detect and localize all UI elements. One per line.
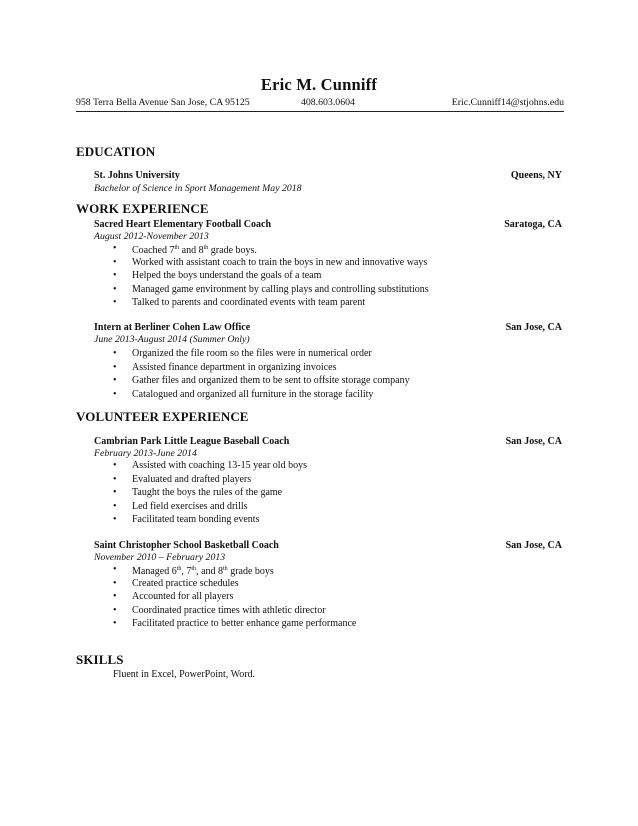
email: Eric.Cunniff14@stjohns.edu <box>451 97 564 108</box>
bullet-item: • Created practice schedules <box>113 577 356 591</box>
bullet-item: • Accounted for all players <box>113 590 356 604</box>
bullet-item: • Gather files and organized them to be sent to offsite storage company <box>113 374 410 388</box>
bullet-item: • Facilitated practice to better enhance game performance <box>113 617 356 631</box>
bullet-item: • Coordinated practice times with athletic director <box>113 604 356 618</box>
job-bullets <box>113 563 356 631</box>
job-dates: August 2012-November 2013 <box>94 231 209 242</box>
degree: Bachelor of Science in Sport Management May 2018 <box>94 183 302 194</box>
job-title: Sacred Heart Elementary Football Coach <box>94 219 272 230</box>
bullet-item: • Worked with assistant coach to train the boys in new and innovative ways <box>113 256 429 270</box>
volunteer-heading: VOLUNTEER EXPERIENCE <box>76 409 249 424</box>
bullet-item: • Managed 6th, 7th, and 8th grade boys <box>113 563 356 577</box>
bullet-item: • Helped the boys understand the goals of a team <box>113 269 429 283</box>
bullet-item: • Coached 7th and 8th grade boys. <box>113 242 429 256</box>
candidate-name: Eric M. Cunniff <box>260 75 378 94</box>
address: 958 Terra Bella Avenue San Jose, CA 95125 <box>76 97 250 108</box>
bullet-item: • Assisted finance department in organizing invoices <box>113 361 410 375</box>
school-location: Queens, NY <box>510 170 562 181</box>
job-title: Intern at Berliner Cohen Law Office <box>94 322 251 333</box>
job-title: Cambrian Park Little League Baseball Coach <box>94 436 290 447</box>
bullet-item: • Catalogued and organized all furniture in the storage facility <box>113 388 410 402</box>
bullet-item: • Led field exercises and drills <box>113 500 307 514</box>
job-bullets <box>113 242 429 310</box>
job-dates: November 2010 – February 2013 <box>94 552 226 563</box>
school-name: St. Johns University <box>94 170 180 181</box>
job-dates: February 2013-June 2014 <box>94 448 197 459</box>
work-heading: WORK EXPERIENCE <box>76 201 209 216</box>
bullet-item: • Evaluated and drafted players <box>113 473 307 487</box>
job-bullets <box>113 347 410 401</box>
job-location: San Jose, CA <box>505 540 562 551</box>
job-bullets <box>113 459 307 527</box>
skills-text: Fluent in Excel, PowerPoint, Word. <box>113 669 256 680</box>
bullet-item: • Managed game environment by calling plays and controlling substitutions <box>113 283 429 297</box>
job-location: San Jose, CA <box>505 436 562 447</box>
education-heading: EDUCATION <box>76 144 156 159</box>
bullet-item: • Talked to parents and coordinated events with team parent <box>113 296 429 310</box>
skills-heading: SKILLS <box>76 652 124 667</box>
contact-line <box>76 97 564 112</box>
job-location: Saratoga, CA <box>504 219 562 230</box>
bullet-item: • Facilitated team bonding events <box>113 513 307 527</box>
job-location: San Jose, CA <box>505 322 562 333</box>
phone: 408.603.0604 <box>301 97 355 108</box>
bullet-item: • Assisted with coaching 13-15 year old boys <box>113 459 307 473</box>
job-title: Saint Christopher School Basketball Coach <box>94 540 279 551</box>
bullet-item: • Organized the file room so the files were in numerical order <box>113 347 410 361</box>
bullet-item: • Taught the boys the rules of the game <box>113 486 307 500</box>
job-dates: June 2013-August 2014 (Summer Only) <box>94 334 250 345</box>
